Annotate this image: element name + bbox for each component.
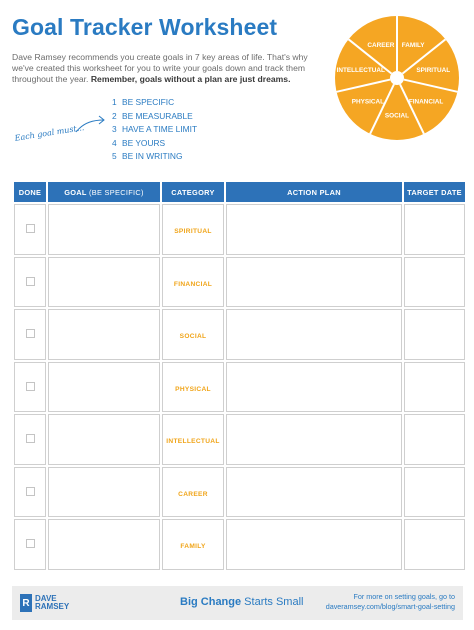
target-date-cell[interactable] — [404, 519, 465, 570]
goal-cell[interactable] — [48, 257, 160, 308]
goal-cell[interactable] — [48, 519, 160, 570]
intro-text: Dave Ramsey recommends you create goals in 7 key areas of life. That's why we've created this worksheet for you to write your goals down and track them throughout the year. — [12, 52, 308, 84]
footer-link-note: For more on setting goals, go to daveramsey.com/blog/smart-goal-setting — [325, 592, 455, 611]
wheel-label: PHYSICAL — [351, 98, 385, 106]
action-plan-cell[interactable] — [226, 257, 402, 308]
header-done: DONE — [14, 182, 46, 202]
arrow-icon — [74, 110, 108, 136]
wheel-label: INTELLECTUAL — [336, 67, 385, 75]
header-action-plan: ACTION PLAN — [226, 182, 402, 202]
goal-cell[interactable] — [48, 414, 160, 465]
criteria-item: 4 BE YOURS — [112, 137, 166, 148]
category-cell: SPIRITUAL — [162, 204, 224, 255]
action-plan-cell[interactable] — [226, 519, 402, 570]
wheel-label: SOCIAL — [384, 112, 410, 120]
wheel-label: SPIRITUAL — [416, 67, 451, 75]
table-row — [14, 362, 465, 413]
table-row — [14, 414, 465, 465]
table-header-row — [14, 182, 465, 202]
criteria-item: 3 HAVE A TIME LIMIT — [112, 124, 198, 135]
smart-goal-setting-link[interactable]: daveramsey.com/blog/smart-goal-setting — [325, 602, 455, 611]
category-cell: PHYSICAL — [162, 362, 224, 413]
wheel-label: CAREER — [367, 41, 395, 49]
wheel-label: FINANCIAL — [408, 98, 444, 106]
wheel-hub — [390, 71, 404, 85]
dave-ramsey-logo: R DAVE RAMSEY — [20, 594, 69, 612]
table-row — [14, 519, 465, 570]
target-date-cell[interactable] — [404, 204, 465, 255]
table-row — [14, 204, 465, 255]
header-goal: GOAL (BE SPECIFIC) — [48, 182, 160, 202]
done-cell — [14, 362, 46, 413]
goal-criteria-list — [112, 96, 197, 164]
table-row — [14, 467, 465, 518]
target-date-cell[interactable] — [404, 414, 465, 465]
each-goal-must-annotation: Each goal must... — [14, 123, 85, 143]
footer-tagline: Big Change Starts Small — [180, 596, 304, 608]
done-cell — [14, 414, 46, 465]
done-checkbox[interactable] — [26, 329, 35, 338]
action-plan-cell[interactable] — [226, 204, 402, 255]
header-category: CATEGORY — [162, 182, 224, 202]
logo-mark-icon: R — [20, 594, 32, 612]
page-title: Goal Tracker Worksheet — [12, 14, 278, 40]
category-cell: FINANCIAL — [162, 257, 224, 308]
goal-cell[interactable] — [48, 309, 160, 360]
target-date-cell[interactable] — [404, 257, 465, 308]
done-cell — [14, 519, 46, 570]
goal-cell[interactable] — [48, 204, 160, 255]
done-cell — [14, 467, 46, 518]
action-plan-cell[interactable] — [226, 309, 402, 360]
intro-paragraph — [12, 52, 317, 85]
table-row — [14, 309, 465, 360]
category-cell: CAREER — [162, 467, 224, 518]
done-cell — [14, 257, 46, 308]
done-checkbox[interactable] — [26, 487, 35, 496]
life-areas-wheel — [333, 14, 461, 142]
header-target-date: TARGET DATE — [404, 182, 465, 202]
table-row — [14, 257, 465, 308]
wheel-label: FAMILY — [401, 41, 425, 49]
category-cell: FAMILY — [162, 519, 224, 570]
action-plan-cell[interactable] — [226, 362, 402, 413]
target-date-cell[interactable] — [404, 467, 465, 518]
goal-tracker-table — [12, 180, 467, 572]
done-checkbox[interactable] — [26, 277, 35, 286]
footer-bar — [12, 586, 463, 620]
goal-cell[interactable] — [48, 467, 160, 518]
category-cell: INTELLECTUAL — [162, 414, 224, 465]
done-cell — [14, 309, 46, 360]
intro-emphasis: Remember, goals without a plan are just dreams. — [90, 74, 291, 84]
target-date-cell[interactable] — [404, 309, 465, 360]
goal-cell[interactable] — [48, 362, 160, 413]
done-cell — [14, 204, 46, 255]
action-plan-cell[interactable] — [226, 467, 402, 518]
target-date-cell[interactable] — [404, 362, 465, 413]
action-plan-cell[interactable] — [226, 414, 402, 465]
done-checkbox[interactable] — [26, 539, 35, 548]
criteria-item: 1 BE SPECIFIC — [112, 97, 175, 107]
done-checkbox[interactable] — [26, 382, 35, 391]
criteria-item: 2 BE MEASURABLE — [112, 110, 193, 121]
category-cell: SOCIAL — [162, 309, 224, 360]
done-checkbox[interactable] — [26, 224, 35, 233]
criteria-item: 5 BE IN WRITING — [112, 151, 183, 162]
done-checkbox[interactable] — [26, 434, 35, 443]
